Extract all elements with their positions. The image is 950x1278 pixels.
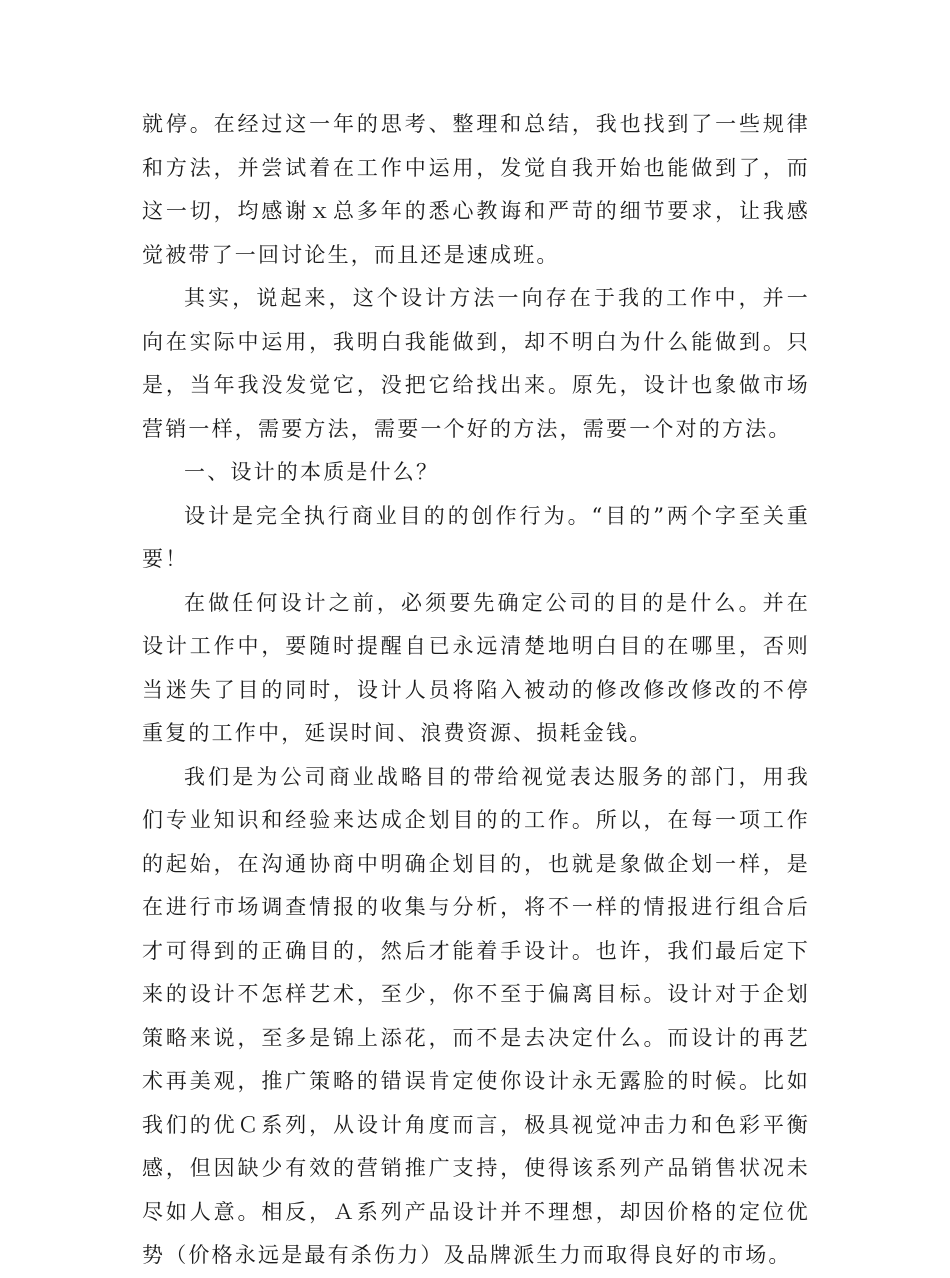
- document-body: [142, 103, 810, 1278]
- paragraph-design-method: 其实，说起来，这个设计方法一向存在于我的工作中，并一向在实际中运用，我明白我能做到，却不明白为什么能做到。只是，当年我没发觉它，没把它给找出来。原先，设计也象做市场营销一样，需要方法，需要一个好的方法，需要一个对的方法。: [142, 286, 810, 441]
- paragraph-determine-purpose: 在做任何设计之前，必须要先确定公司的目的是什么。并在设计工作中，要随时提醒自已永远清楚地明白目的在哪里，否则当迷失了目的同时，设计人员将陷入被动的修改修改修改的不停重复的工作中，延误时间、浪费资源、损耗金钱。: [142, 590, 810, 745]
- paragraph-continuation: 就停。在经过这一年的思考、整理和总结，我也找到了一些规律和方法，并尝试着在工作中运用，发觉自我开始也能做到了，而这一切，均感谢ｘ总多年的悉心教诲和严苛的细节要求，让我感觉被带了一回讨论生，而且还是速成班。: [142, 112, 810, 267]
- paragraph-design-definition: 设计是完全执行商业目的的创作行为。“目的”两个字至关重要！: [142, 503, 810, 571]
- paragraph-department-role: 我们是为公司商业战略目的带给视觉表达服务的部门，用我们专业知识和经验来达成企划目的的工作。所以，在每一项工作的起始，在沟通协商中明确企划目的，也就是象做企划一样，是在进行市场调查情报的收集与分析，将不一样的情报进行组合后才可得到的正确目的，然后才能着手设计。也许，我们最后定下来的设计不怎样艺术，至少，你不至于偏离目标。设计对于企划策略来说，至多是锦上添花，而不是去决定什么。而设计的再艺术再美观，推广策略的错误肯定使你设计永无露脸的时候。比如我们的优Ｃ系列，从设计角度而言，极具视觉冲击力和色彩平衡感，但因缺少有效的营销推广支持，使得该系列产品销售状况未尽如人意。相反，Ａ系列产品设计并不理想，却因价格的定位优势（价格永远是最有杀伤力）及品牌派生力而取得良好的市场。: [142, 764, 810, 1267]
- section-heading: 一、设计的本质是什么？: [184, 460, 440, 484]
